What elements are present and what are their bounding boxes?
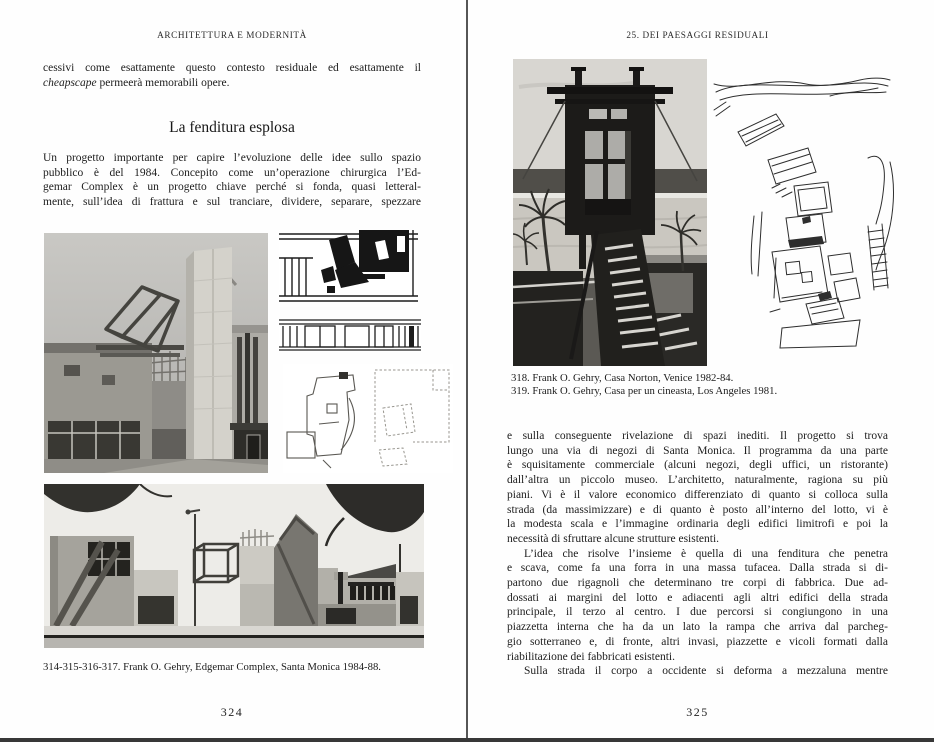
- text-line: pubblico è del 1984. Concepito come un’operazione chirurgica l’Ed-: [43, 166, 421, 179]
- casa-cineasta-sketch: [710, 66, 896, 350]
- edgemar-street-photo: [44, 484, 424, 648]
- text-line: dossati ai margini del lotto e adiacenti agli altri edifici della strada: [507, 591, 888, 604]
- figure-cineasta-sketch: [710, 66, 896, 350]
- text-line: strada (da massimizzare) e di quanto è posto all’interno del lotto, vi è: [507, 503, 888, 516]
- text-line: cessivi come esattamente questo contesto residuale ed esattamente il: [43, 62, 421, 74]
- text-line: piani. Vi è il valore economico differenziato di quanto si colloca sulla: [507, 488, 888, 501]
- edgemar-blackwhite-drawing: [279, 230, 418, 307]
- figure-edgemar-elevation-drawing: [279, 318, 421, 352]
- left-body-paragraph: [43, 151, 421, 210]
- italic-term: cheapscape: [43, 76, 97, 89]
- text-line: Sulla strada il corpo a occidente si deforma a mezzaluna mentre: [524, 665, 888, 678]
- text-line: gemar Complex è un progetto chiave perché si fonda, quasi letteral-: [43, 181, 421, 194]
- section-heading: La fenditura esplosa: [169, 119, 295, 136]
- text-line: piazzetta interna che ha da un lato la rampa che arriva dal parcheg-: [507, 621, 888, 634]
- text-line: partono due rigagnoli che determinano tre corpi di fabbrica. Due ad-: [507, 577, 888, 590]
- text-line: dall’altra un piccolo museo. L’architetto, naturalmente, ragiona su più: [507, 474, 888, 487]
- text-line: e sulla conseguente rivelazione di spazi inediti. Il progetto si trova: [507, 430, 888, 442]
- text-fragment: permeerà memorabili opere.: [96, 76, 230, 89]
- right-page-number: 325: [686, 705, 709, 719]
- right-figure-caption-318: 318. Frank O. Gehry, Casa Norton, Venice 1982-84.: [511, 372, 734, 384]
- left-running-head: ARCHITETTURA E MODERNITÀ: [157, 30, 307, 40]
- edgemar-courtyard-photo: [44, 233, 268, 473]
- text-line: mente, sull’idea di frattura e sul tranciare, dividere, separare, spezzare: [43, 196, 421, 209]
- text-line: la modesta scala e l’immagine ordinaria degli edifici limitrofi e poi la: [507, 518, 888, 531]
- text-line: Un progetto importante per capire l’evoluzione delle idee sullo spazio: [43, 152, 421, 164]
- page-gutter-divider: [466, 0, 468, 742]
- bottom-rule: [0, 738, 934, 742]
- text-line: e scava, come fa una forra in una massa tufacea. Dalla strada si di-: [507, 562, 888, 575]
- edgemar-colonnade-drawing: [279, 318, 421, 352]
- text-line: riabilitazione dei fabbricati esistenti.: [507, 650, 675, 663]
- text-line: [43, 76, 421, 91]
- text-line: principale, il terzo al centro. I due percorsi si congiungono in una: [507, 606, 888, 619]
- text-line: lungo una via di negozi di Santa Monica. Il programma da una parte: [507, 444, 888, 457]
- figure-edgemar-street: [44, 484, 424, 648]
- text-line: è squisitamente commerciale (alcuni negozi, degli uffici, un ristorante): [507, 459, 888, 472]
- right-running-head: 25. DEI PAESAGGI RESIDUALI: [626, 30, 769, 40]
- figure-edgemar-study-drawing: [279, 230, 418, 307]
- left-figure-caption: 314-315-316-317. Frank O. Gehry, Edgemar Complex, Santa Monica 1984-88.: [43, 661, 381, 673]
- text-line: L’idea che risolve l’insieme è quella di una fenditura che penetra: [524, 547, 888, 560]
- right-figure-caption-319: 319. Frank O. Gehry, Casa per un cineasta, Los Angeles 1981.: [511, 385, 778, 397]
- figure-casa-norton: [513, 59, 707, 366]
- right-body-text: [507, 429, 888, 679]
- left-page-number: 324: [220, 705, 244, 719]
- edgemar-site-plan-drawing: [283, 364, 453, 473]
- figure-edgemar-courtyard: [44, 233, 268, 473]
- casa-norton-photo: [513, 59, 707, 366]
- text-line: gio sotterraneo e, di fronte, altri invasi, piazzette e vicoli formati dalla: [507, 635, 888, 648]
- text-line: necessità di sfruttare alcune strutture esistenti.: [507, 532, 720, 545]
- figure-edgemar-site-plan: [283, 364, 453, 473]
- left-intro-paragraph: [43, 61, 421, 90]
